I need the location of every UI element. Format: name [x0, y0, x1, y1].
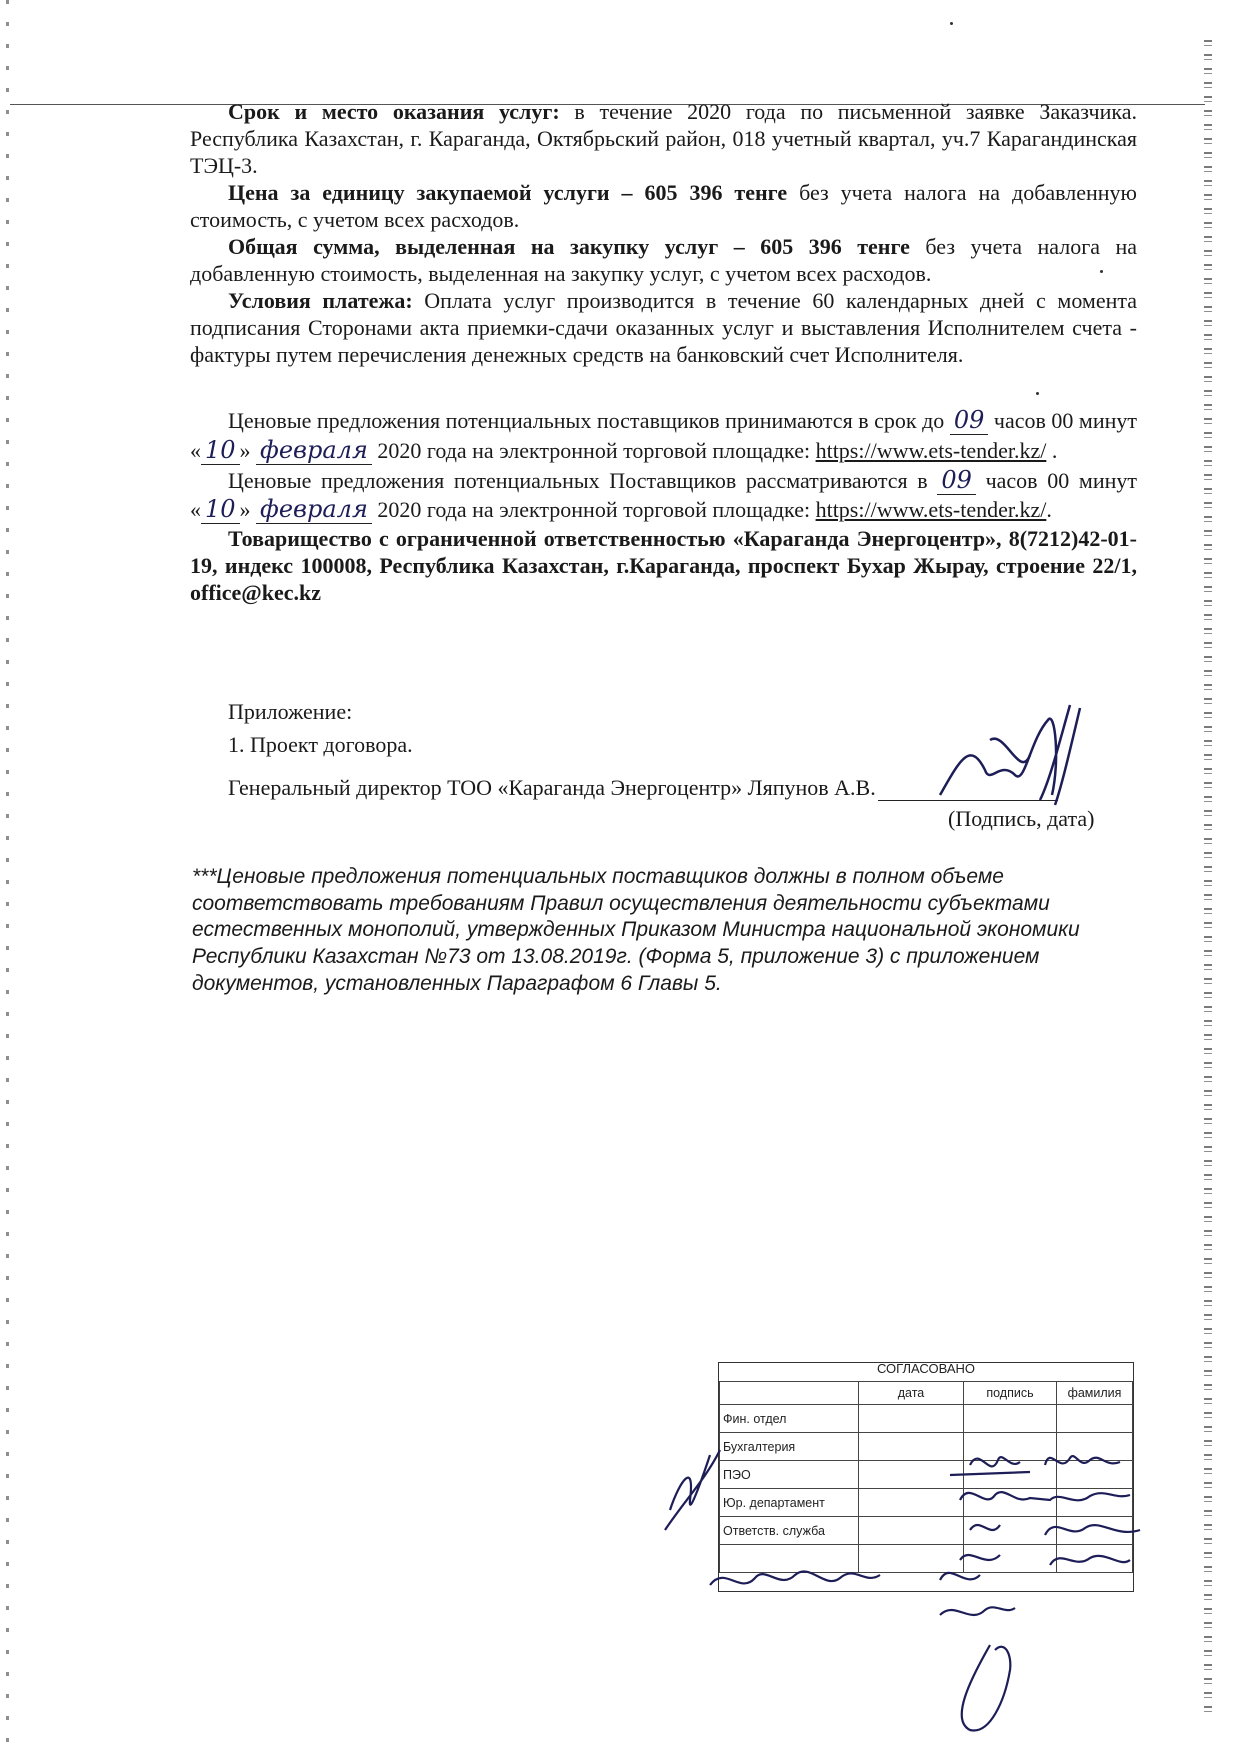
stamp-row-label: Бухгалтерия [720, 1433, 859, 1461]
scan-edge-right [1204, 40, 1212, 1720]
acceptance-hour: 09 [950, 406, 989, 435]
stamp-row [720, 1405, 1133, 1433]
stamp-row [720, 1545, 1133, 1573]
terms-paragraph [190, 98, 1137, 179]
unit-price-paragraph [190, 179, 1137, 233]
stamp-row-label: ПЭО [720, 1461, 859, 1489]
review-text: Ценовые предложения потенциальных Поставщиков рассматриваются в [228, 467, 938, 493]
review-url-link[interactable]: https://www.ets-tender.kz/ [815, 497, 1047, 523]
unit-price-label: Цена за единицу закупаемой услуги – [228, 180, 633, 206]
spacer [190, 368, 1137, 406]
review-text: часов 00 минут « [190, 467, 1137, 523]
unit-price-amount: 605 396 тенге [644, 180, 788, 206]
payment-label: Условия платежа: [228, 288, 413, 314]
acceptance-text: 2020 года на электронной торговой площадке: [371, 437, 816, 463]
appendix-item: 1. Проект договора. [228, 732, 413, 757]
appendix-block [228, 695, 413, 761]
approval-stamp [718, 1362, 1134, 1592]
review-day: 10 [201, 495, 240, 524]
stamp-header-surname: фамилия [1057, 1382, 1133, 1405]
review-text: . [1046, 497, 1052, 523]
stamp-row [720, 1517, 1133, 1545]
stamp-header-date: дата [859, 1382, 964, 1405]
appendix-title: Приложение: [228, 699, 353, 724]
acceptance-text: . [1046, 437, 1058, 463]
review-paragraph [190, 466, 1137, 525]
acceptance-paragraph [190, 406, 1137, 465]
acceptance-text: часов 00 минут « [190, 408, 1137, 463]
review-hour: 09 [937, 466, 976, 495]
total-paragraph [190, 233, 1137, 287]
unit-price-text: без учета налога на добавленную стоимость, с учетом всех расходов. [190, 180, 1137, 233]
director-signature-line [228, 775, 1058, 801]
stamp-header-row [720, 1382, 1133, 1405]
stamp-title: СОГЛАСОВАНО [876, 1361, 976, 1376]
stamp-header-signature: подпись [964, 1382, 1057, 1405]
stamp-row-label: Фин. отдел [720, 1405, 859, 1433]
signature-caption: (Подпись, дата) [948, 806, 1095, 831]
stamp-row-label: Ответств. служба [720, 1517, 859, 1545]
acceptance-text: Ценовые предложения потенциальных поставщиков принимаются в срок до [228, 408, 950, 434]
footnote: ***Ценовые предложения потенциальных поставщиков должны в полном объеме соответствовать требованиям Правил осуществления деятельности субъектами естественных монополий, утвержденных Приказом Министра национальной экономики Республики Казахстан №73 от 13.08.2019г. (Форма 5, приложение 3) с приложением документов, установленных Параграфом 6 Главы 5. [192, 865, 1080, 995]
stamp-row [720, 1489, 1133, 1517]
total-text: без учета налога на добавленную стоимость, выделенная на закупку услуг, с учетом всех расходов. [190, 234, 1138, 287]
document-body [190, 98, 1137, 606]
stamp-table [719, 1381, 1133, 1573]
signature-underline [878, 800, 1058, 801]
review-text: » [239, 497, 257, 523]
organization-paragraph: Товарищество с ограниченной ответственностью «Караганда Энергоцентр», 8(7212)42-01-19, индекс 100008, Республика Казахстан, г.Караганда, проспект Бухар Жырау, строение 22/1, office@kec.kz [190, 525, 1137, 605]
payment-text: Оплата услуг производится в течение 60 календарных дней с момента подписания Сторонами акта приемки-сдачи оказанных услуг и выставления Исполнителем счета - фактуры путем перечисления денежных средств на банковский счет Исполнителя. [190, 288, 1138, 368]
scan-speck [950, 22, 953, 25]
stamp-row [720, 1433, 1133, 1461]
stamp-row [720, 1461, 1133, 1489]
director-title: Генеральный директор ТОО «Караганда Энергоцентр» Ляпунов А.В. [228, 775, 876, 800]
total-label: Общая сумма, выделенная на закупку услуг [228, 234, 719, 260]
stamp-row-label: Юр. департамент [720, 1489, 859, 1517]
acceptance-text: » [239, 437, 257, 463]
acceptance-day: 10 [201, 436, 240, 465]
acceptance-url-link[interactable]: https://www.ets-tender.kz/ [815, 437, 1047, 463]
terms-label: Срок и место оказания услуг: [228, 99, 560, 124]
stamp-header-cell [720, 1382, 859, 1405]
scan-edge-left [6, 0, 9, 1754]
acceptance-month: февраля [256, 436, 372, 465]
review-month: февраля [256, 495, 372, 524]
terms-text: в течение 2020 года по письменной заявке Заказчика. Республика Казахстан, г. Караганда, Октябрьский район, 018 учетный квартал, уч.7 Карагандинская ТЭЦ-3. [190, 99, 1137, 179]
total-amount: – 605 396 тенге [733, 234, 910, 260]
payment-paragraph [190, 287, 1137, 368]
review-text: 2020 года на электронной торговой площадке: [371, 497, 816, 523]
